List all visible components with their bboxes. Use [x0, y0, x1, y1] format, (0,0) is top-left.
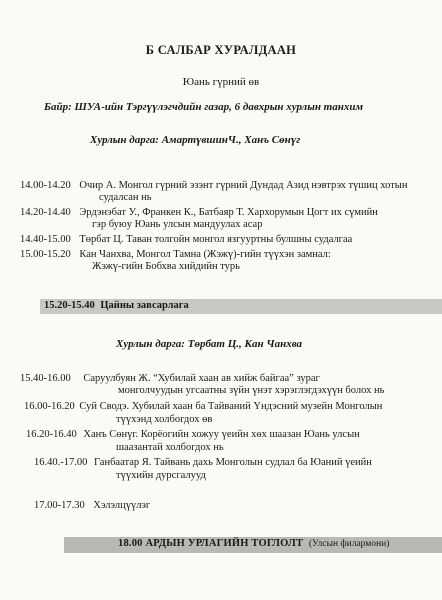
item-time: 16.40.-17.00 — [34, 457, 88, 468]
session1-item — [20, 180, 407, 191]
evening-note: (Улсын филармони) — [308, 539, 390, 549]
item-text-cont: Жэжү-гийн Бобхва хийдийн турь — [92, 261, 240, 272]
break-label: Цайны завсарлага — [100, 300, 189, 311]
item-text: Ганбаатар Я. Тайвань дахь Монголын судлал ба Юаний үеийн — [94, 457, 372, 468]
item-text: Саруулбуян Ж. “Хубилай хаан ав хийж байгаа” зураг — [83, 373, 320, 384]
session2-item — [20, 373, 320, 384]
session1-chairs: Хурлын дарга: АмартүвшинЧ., Ханъ Сөнүг — [90, 134, 301, 146]
venue-line: Байр: ШУА-ийн Тэргүүлэгчдийн газар, 6 давхрын хурлын танхим — [44, 101, 363, 113]
item-time: 16.20-16.40 — [26, 429, 77, 440]
item-text: Эрдэнэбат У., Франкен К., Батбаяр Т. Хархорумын Цогт их сүмийн — [79, 207, 378, 218]
closing-line — [34, 500, 150, 511]
item-time: 16.00-16.20 — [24, 401, 75, 412]
session2-item — [24, 401, 382, 412]
item-text: Ханъ Сөнүг. Корёогийн хожуу үеийн хөх шаазан Юань улсын — [83, 429, 360, 440]
item-text-cont: түүхийн дурсгалууд — [116, 470, 206, 481]
item-text-cont: шаазантай холбогдох нь — [116, 442, 224, 453]
item-text: Суй Сводэ. Хубилай хаан ба Тайваний Үндэсний музейн Монголын — [79, 401, 383, 412]
item-time: 15.40-16.00 — [20, 373, 71, 384]
item-text: Кан Чанхва, Монгол Тамна (Жэжү)-гийн түүхэн замнал: — [79, 249, 331, 260]
session1-item — [20, 249, 331, 260]
session1-item — [20, 207, 378, 218]
evening-line — [118, 538, 389, 549]
break-time: 15.20-15.40 — [44, 300, 95, 311]
item-time: 14.20-14.40 — [20, 207, 71, 218]
item-text-cont: судалсан нь — [99, 192, 152, 203]
closing-label: Хэлэлцүүлэг — [93, 500, 151, 511]
closing-time: 17.00-17.30 — [34, 500, 85, 511]
item-time: 15.00-15.20 — [20, 249, 71, 260]
evening-label: 18.00 АРДЫН УРЛАГИЙН ТОГЛОЛТ — [118, 538, 304, 549]
session2-item — [26, 429, 360, 440]
item-text: Төрбат Ц. Таван толгойн монгол язгууртны булшны судалгаа — [79, 234, 353, 245]
session1-item — [20, 234, 352, 245]
item-text: Очир А. Монгол гүрний эзэнт гүрний Дундад Азид нэвтрэх түшиц хотын — [79, 180, 408, 191]
break-line — [44, 300, 189, 311]
section-title: Б САЛБАР ХУРАЛДААН — [145, 43, 297, 57]
item-text-cont: монголчуудын угсаатны зүйн үнэт хэрэглэгдэхүүн болох нь — [118, 385, 385, 396]
item-time: 14.40-15.00 — [20, 234, 71, 245]
session2-item — [34, 457, 372, 468]
item-time: 14.00-14.20 — [20, 180, 71, 191]
session2-chairs: Хурлын дарга: Төрбат Ц., Кан Чанхва — [116, 338, 303, 350]
section-subtitle: Юань гүрний өв — [182, 76, 260, 88]
item-text-cont: гэр буюу Юань улсын мандуулах асар — [92, 219, 263, 230]
item-text-cont: түүхэнд холбогдох өв — [116, 414, 213, 425]
